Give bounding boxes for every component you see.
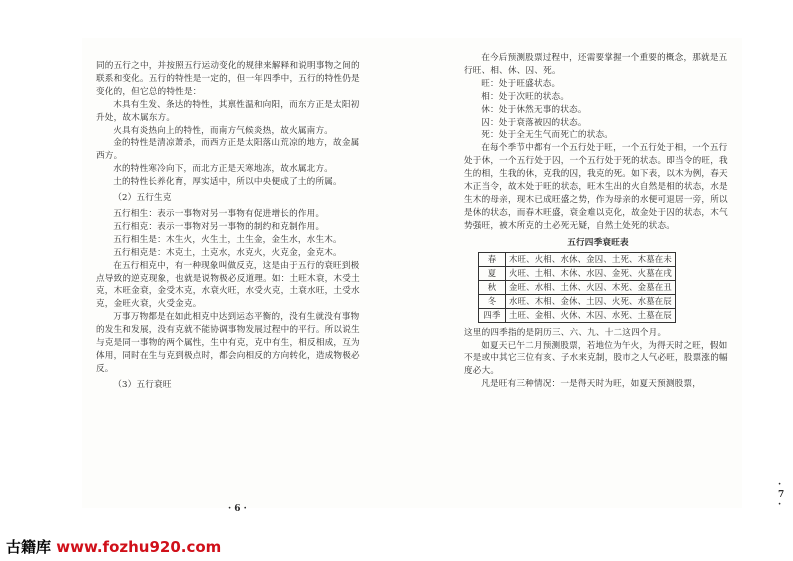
season-cell: 夏: [479, 266, 506, 280]
paragraph: 木具有生发、条达的特性，其禀性温和向阳，而东方正是太阳初升处，故木属东方。: [96, 99, 360, 123]
season-cell: 四季: [479, 308, 506, 322]
paragraph: 金的特性是清凉萧杀，而西方正是太阳落山荒凉的地方，故金属西方。: [96, 138, 360, 162]
paragraph: 这里的四季指的是阴历三、六、九、十二这四个月。: [464, 327, 667, 338]
left-page: [96, 60, 366, 395]
states-cell: 土旺、金相、火休、木囚、水死、土墓在辰: [506, 308, 676, 322]
seasons-table: [478, 252, 676, 323]
page-number-left: · 6 ·: [228, 504, 247, 514]
paragraph: 万事万物都是在如此相克中达到运态平衡的，没有生就没有事物的发生和发展，没有克就不能协调事物发展过程中的平行。所以说生与克是同一事物的两个属性，生中有克，克中有生，相反相成，互为体用，同时在生与克到极点时，都会向相反的方向转化，造成物极必反。: [96, 312, 360, 374]
definition-line: 旺：处于旺盛状态。: [481, 78, 561, 89]
paragraph: 五行相生：表示一事物对另一事物有促进增长的作用。: [113, 208, 325, 219]
states-cell: 金旺、水相、土休、火囚、木死、金墓在丑: [506, 280, 676, 294]
right-page: [464, 52, 732, 391]
table-row: [479, 252, 676, 266]
season-cell: 春: [479, 252, 506, 266]
paragraph: 水的特性寒冷向下，而北方正是天寒地冻，故水属北方。: [113, 164, 334, 175]
site-name: 古籍库: [6, 538, 52, 556]
states-cell: 木旺、火相、水休、金囚、土死、木墓在未: [506, 252, 676, 266]
paragraph: 五行相生是：木生火，火生土，土生金，金生水，水生木。: [113, 234, 342, 245]
paragraph: 在五行相克中，有一种现象叫做反克，这是由于五行的衰旺到极点导致的逆克现象，也就是说物极必反道理。如：土旺木衰，木受土克，木旺金衰，金受木克，水衰火旺，水受火克，土衰水旺，土受水克，金旺火衰，火受金克。: [96, 260, 360, 310]
paragraph: 土的特性长养化育，厚实适中，所以中央便成了土的所属。: [113, 177, 342, 188]
section-heading: （3）五行衰旺: [113, 379, 172, 390]
paragraph: 在今后预测股票过程中，还需要掌握一个重要的概念，那就是五行旺、相、休、囚、死。: [464, 53, 728, 76]
paragraph: 凡是旺有三种情况：一是得天时为旺，如夏天预测股票，: [481, 379, 702, 390]
season-cell: 秋: [479, 280, 506, 294]
season-cell: 冬: [479, 294, 506, 308]
paragraph: 在每个季节中都有一个五行处于旺，一个五行处于相，一个五行处于休，一个五行处于囚，一个五行处于死的状态。即当令的旺，我生的相，生我的休，克我的囚，我克的死。如下表，以木为例，春天木正当令，故木处于旺的状态，旺木生出的火自然是相的状态，水是生木的母亲，现木已成旺盛之势，作为母亲的水便可退居一旁，所以是休的状态，而春木旺盛，衰金难以克化，故金处于囚的状态，木气势强旺，被木所克的土必死无疑，自然土处死的状态。: [464, 143, 728, 231]
states-cell: 火旺、土相、木休、水囚、金死、火墓在戌: [506, 266, 676, 280]
paragraph: 如夏天已午二月预测股票，若地位为午火，为得天时之旺，假如不是或中其它三位有亥、子水来克制，股市之人气必旺，股票涨的幅度必大。: [464, 340, 728, 377]
table-title: 五行四季衰旺表: [567, 237, 629, 248]
paragraph: 五行相克是：木克土，土克水，水克火，火克金，金克木。: [113, 247, 342, 258]
definition-line: 休：处于休然无事的状态。: [481, 104, 587, 115]
site-url[interactable]: www.fozhu920.com: [56, 538, 222, 556]
site-footer: [6, 536, 221, 557]
paragraph: 五行相克：表示一事物对另一事物的制约和克制作用。: [113, 221, 325, 232]
states-cell: 水旺、木相、金休、土囚、火死、水墓在辰: [506, 294, 676, 308]
definition-line: 死：处于全无生气而死亡的状态。: [481, 130, 614, 141]
table-row: [479, 280, 676, 294]
table-row: [479, 266, 676, 280]
table-row: [479, 308, 676, 322]
book-spread: [82, 38, 785, 514]
section-heading: （2）五行生克: [113, 193, 172, 204]
paragraph: 同的五行之中，并按照五行运动变化的规律来解释和说明事物之间的联系和变化。五行的特性是一定的，但一年四季中，五行的特性仍是变化的，但它总的特性是：: [96, 61, 360, 97]
paragraph: 火具有炎热向上的特性，而南方气候炎热，故火属南方。: [113, 125, 334, 136]
table-row: [479, 294, 676, 308]
definition-line: 相：处于次旺的状态。: [481, 91, 570, 102]
definition-line: 囚：处于衰落被囚的状态。: [481, 117, 587, 128]
page-number-right: · 7 ·: [778, 480, 785, 510]
